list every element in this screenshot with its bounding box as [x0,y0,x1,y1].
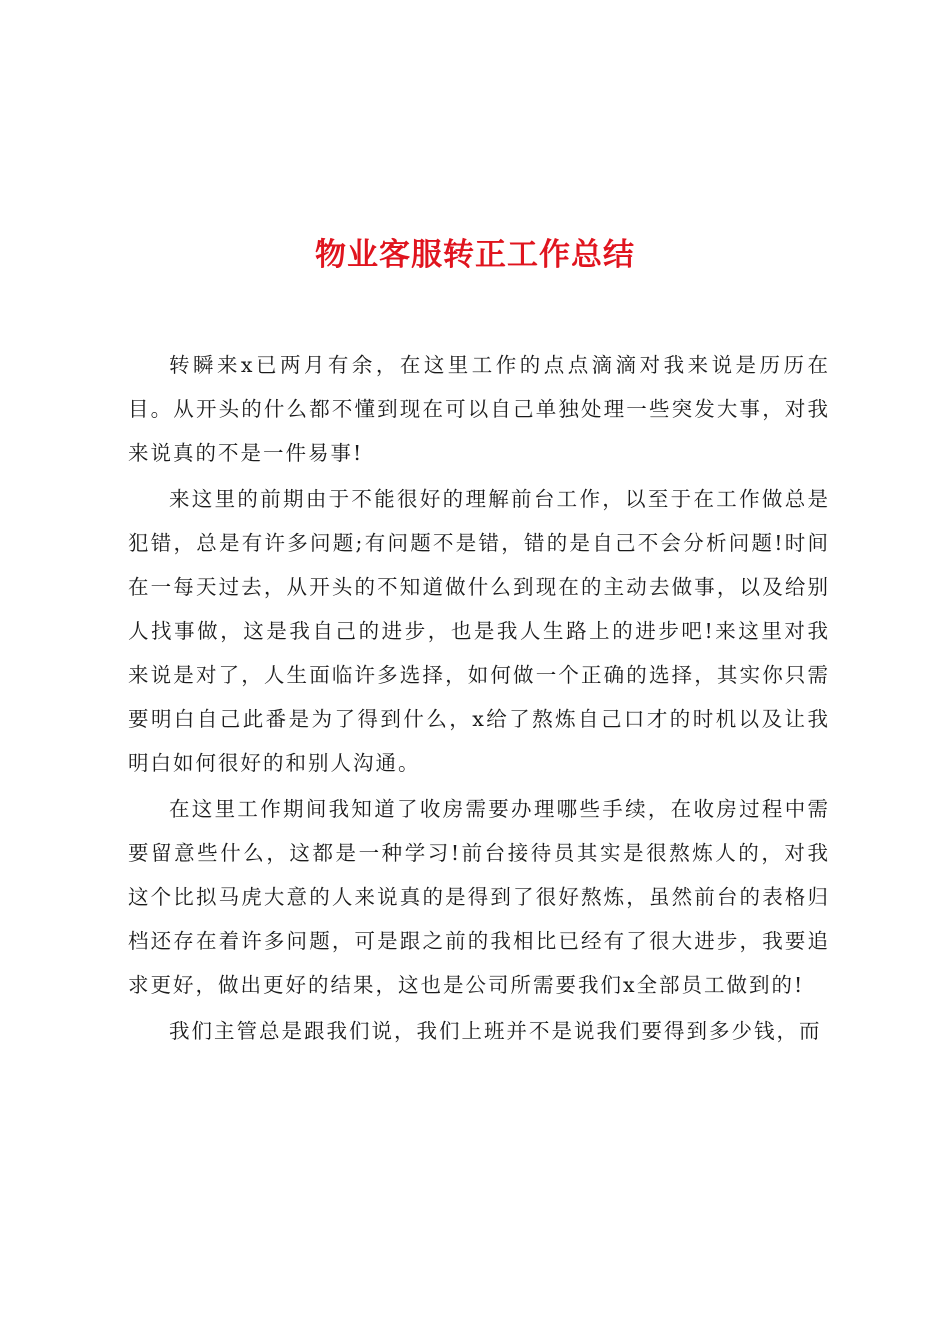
document-body [128,343,830,1053]
paragraph-3: 在这里工作期间我知道了收房需要办理哪些手续，在收房过程中需要留意些什么，这都是一种学习!前台接待员其实是很熬炼人的，对我这个比拟马虎大意的人来说真的是得到了很好熬炼，虽然前台的表格归档还存在着许多问题，可是跟之前的我相比已经有了很大进步，我要追求更好，做出更好的结果，这也是公司所需要我们x全部员工做到的! [128,797,830,997]
document-title: 物业客服转正工作总结 [315,236,635,273]
paragraph-2: 来这里的前期由于不能很好的理解前台工作，以至于在工作做总是犯错，总是有许多问题;有问题不是错，错的是自己不会分析问题!时间在一每天过去，从开头的不知道做什么到现在的主动去做事，以及给别人找事做，这是我自己的进步，也是我人生路上的进步吧!来这里对我来说是对了，人生面临许多选择，如何做一个正确的选择，其实你只需要明白自己此番是为了得到什么，x给了熬炼自己口才的时机以及让我明白如何很好的和别人沟通。 [128,487,830,775]
paragraph-4: 我们主管总是跟我们说，我们上班并不是说我们要得到多少钱，而 [169,1019,822,1043]
paragraph-1: 转瞬来x已两月有余，在这里工作的点点滴滴对我来说是历历在目。从开头的什么都不懂到现在可以自己单独处理一些突发大事，对我来说真的不是一件易事! [128,353,830,465]
